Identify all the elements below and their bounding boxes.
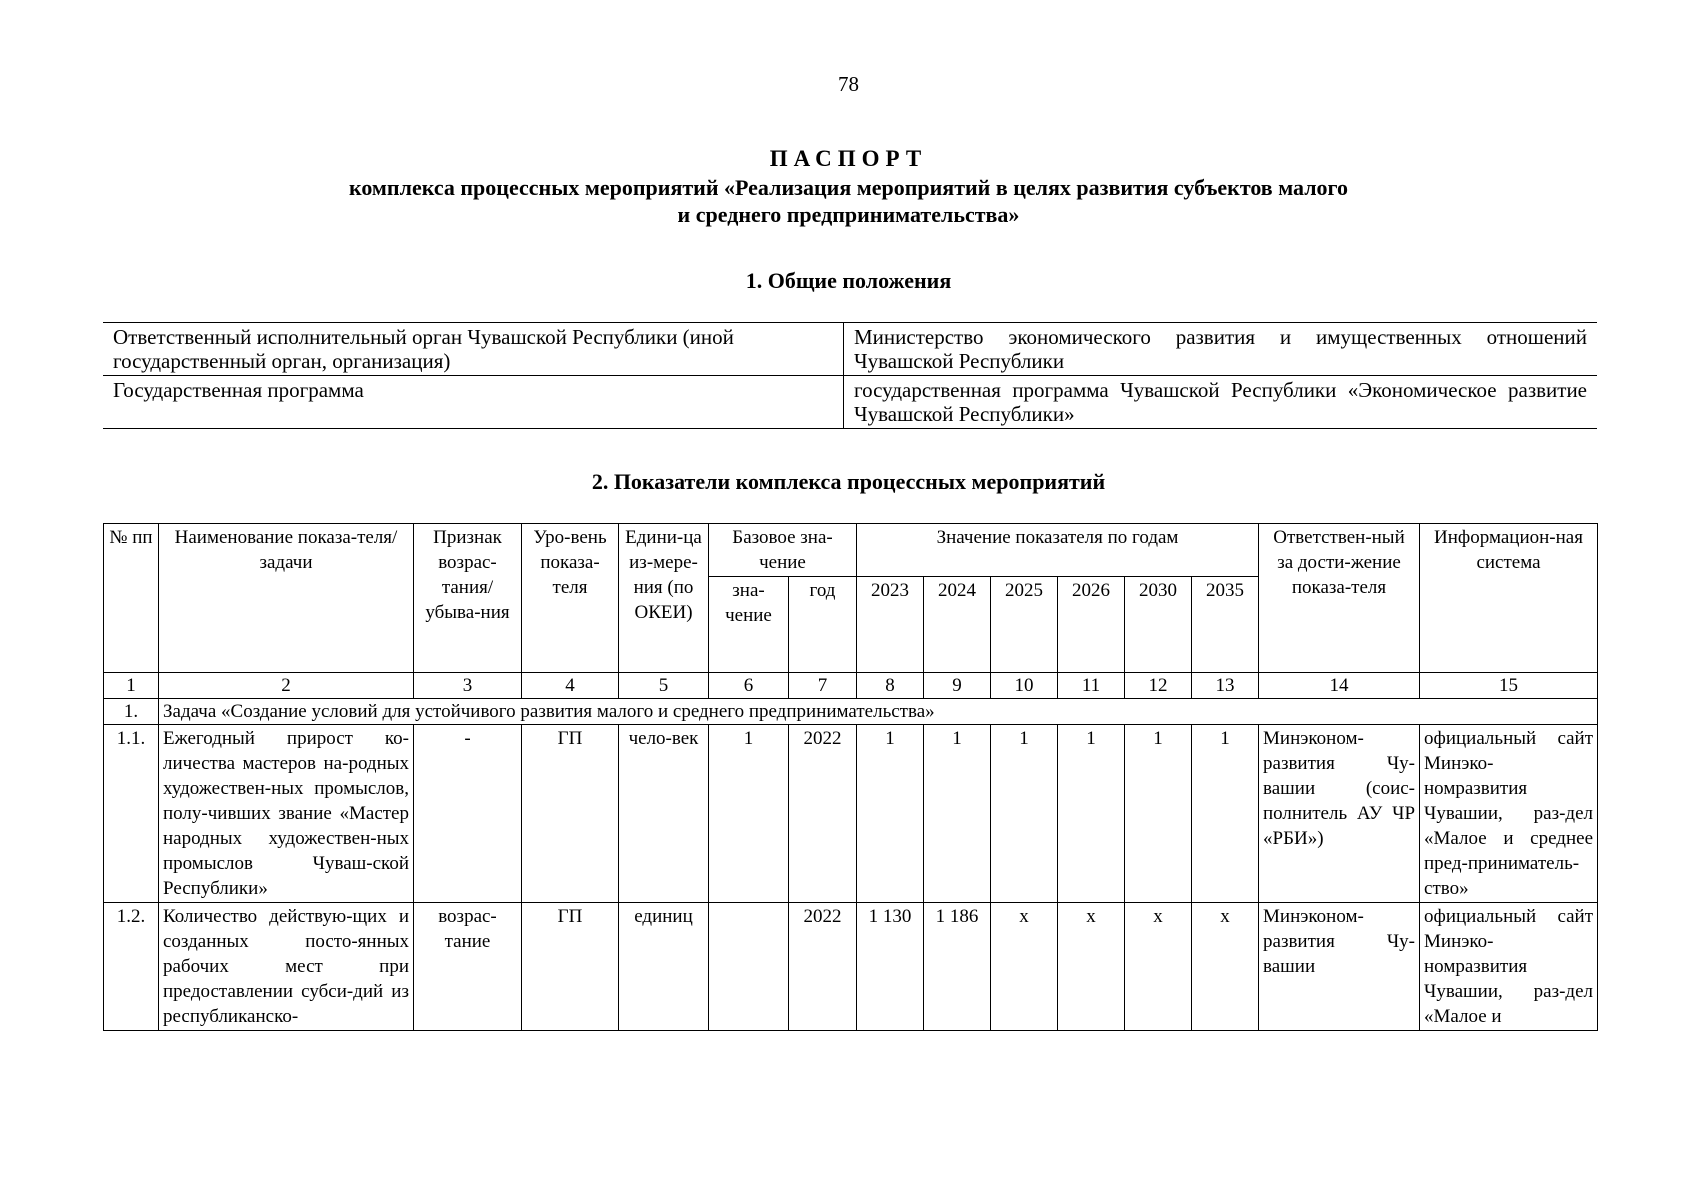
row-base-year: 2022 [789,903,857,1031]
column-number: 8 [857,673,924,699]
row-year-value: 1 130 [857,903,924,1031]
column-number: 13 [1192,673,1259,699]
header-years-group: Значение показателя по годам [857,524,1259,577]
column-number: 9 [924,673,991,699]
row-year-value: 1 [924,725,991,903]
indicators-table [103,523,1598,1031]
row-year-value: х [1058,903,1125,1031]
title-line-2: и среднего предпринимательства» [677,202,1020,227]
row-year-value: х [1192,903,1259,1031]
row-num: 1.2. [104,903,159,1031]
row-year-value: 1 [991,725,1058,903]
column-number: 5 [619,673,709,699]
column-number: 6 [709,673,789,699]
header-year: 2023 [857,577,924,673]
row-info-system: официальный сайт Минэко-номразвития Чувашии, раз-дел «Малое и [1420,903,1598,1031]
general-row-label: Государственная программа [103,376,844,429]
column-number: 12 [1125,673,1192,699]
column-number: 1 [104,673,159,699]
title-line-1: комплекса процессных мероприятий «Реализация мероприятий в целях развития субъектов малого [348,175,1349,200]
general-row [103,376,1597,429]
row-year-value: 1 [1125,725,1192,903]
row-year-value: 1 186 [924,903,991,1031]
general-provisions-table [103,322,1597,429]
header-name: Наименование показа-теля/задачи [159,524,414,673]
header-num: № пп [104,524,159,673]
row-responsible: Минэконом-развития Чу-вашии (соис-полнитель АУ ЧР «РБИ») [1259,725,1420,903]
row-year-value: х [991,903,1058,1031]
header-base: Базовое зна-чение [709,524,857,577]
row-responsible: Минэконом-развития Чу-вашии [1259,903,1420,1031]
task-row [104,699,1598,725]
general-row [103,323,1597,376]
general-row-value: государственная программа Чувашской Республики «Экономическое развитие Чувашской Республики» [844,376,1598,429]
row-base-value: 1 [709,725,789,903]
column-number-row [104,673,1598,699]
row-year-value: 1 [1058,725,1125,903]
table-row [104,725,1598,903]
row-base-value [709,903,789,1031]
header-info-system: Информацион-ная система [1420,524,1598,673]
row-year-value: 1 [857,725,924,903]
task-num: 1. [104,699,159,725]
header-base-year: год [789,577,857,673]
header-year: 2026 [1058,577,1125,673]
row-num: 1.1. [104,725,159,903]
header-sign: Признак возрас-тания/ убыва-ния [414,524,522,673]
header-year: 2025 [991,577,1058,673]
column-number: 11 [1058,673,1125,699]
document-title [100,145,1597,228]
row-unit: чело-век [619,725,709,903]
header-year: 2024 [924,577,991,673]
column-number: 7 [789,673,857,699]
task-text: Задача «Создание условий для устойчивого развития малого и среднего предпринимательства» [159,699,1598,725]
row-unit: единиц [619,903,709,1031]
column-number: 3 [414,673,522,699]
column-number: 10 [991,673,1058,699]
page-number: 78 [838,72,859,96]
column-number: 4 [522,673,619,699]
row-sign: возрас-тание [414,903,522,1031]
row-name: Количество действую-щих и созданных посто-янных рабочих мест при предоставлении субси-дий из республиканско- [159,903,414,1031]
row-sign: - [414,725,522,903]
row-name: Ежегодный прирост ко-личества мастеров на-родных художествен-ных промыслов, полу-чивших звание «Мастер народных художествен-ных промыслов Чуваш-ской Республики» [159,725,414,903]
header-responsible: Ответствен-ный за дости-жение показа-теля [1259,524,1420,673]
header-base-value: зна-чение [709,577,789,673]
row-level: ГП [522,725,619,903]
row-level: ГП [522,903,619,1031]
column-number: 2 [159,673,414,699]
column-number: 14 [1259,673,1420,699]
column-number: 15 [1420,673,1598,699]
header-year: 2035 [1192,577,1259,673]
general-row-value: Министерство экономического развития и имущественных отношений Чувашской Республики [844,323,1598,376]
section-1-heading: 1. Общие положения [745,268,952,293]
general-row-label: Ответственный исполнительный орган Чувашской Республики (иной государственный орган, организация) [103,323,844,376]
header-year: 2030 [1125,577,1192,673]
title-main: ПАСПОРТ [769,146,928,171]
header-level: Уро-вень показа-теля [522,524,619,673]
row-base-year: 2022 [789,725,857,903]
row-info-system: официальный сайт Минэко-номразвития Чувашии, раз-дел «Малое и среднее пред-приниматель-ство» [1420,725,1598,903]
section-2-heading: 2. Показатели комплекса процессных мероприятий [591,469,1106,494]
header-row [104,524,1598,577]
row-year-value: 1 [1192,725,1259,903]
table-row [104,903,1598,1031]
row-year-value: х [1125,903,1192,1031]
header-unit: Едини-ца из-мере-ния (по ОКЕИ) [619,524,709,673]
